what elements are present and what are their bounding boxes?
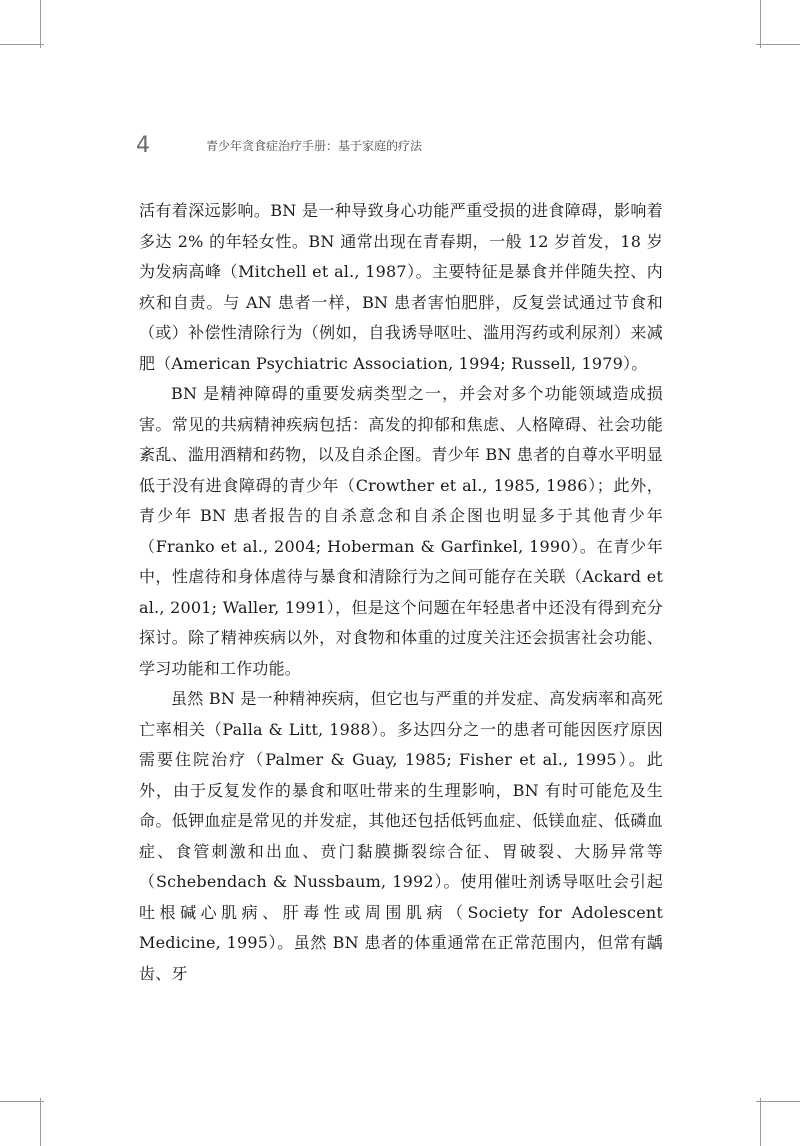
running-head: 青少年贪食症治疗手册：基于家庭的疗法 bbox=[206, 139, 423, 153]
paragraph-1: 活有着深远影响。BN 是一种导致身心功能严重受损的进食障碍，影响着多达 2% 的年轻女性。BN 通常出现在青春期，一般 12 岁首发，18 岁为发病高峰（Mitchell et al., 1987）。主要特征是暴食并伴随失控、内疚和自责。与 AN 患者一样，BN 患者害怕肥胖，反复尝试通过节食和（或）补偿性清除行为（例如，自我诱导呕吐、滥用泻药或利尿剂）来减肥（American Psychiatric Association, 1994; Russell, 1979）。 bbox=[139, 201, 663, 373]
crop-mark bbox=[40, 1098, 41, 1146]
crop-mark bbox=[0, 44, 44, 45]
page-number: 4 bbox=[136, 133, 150, 158]
page-header bbox=[136, 132, 656, 164]
paragraph-3: 虽然 BN 是一种精神疾病，但它也与严重的并发症、高发病率和高死亡率相关（Palla & Litt, 1988）。多达四分之一的患者可能因医疗原因需要住院治疗（Palmer & Guay, 1985; Fisher et al., 1995）。此外，由于反复发作的暴食和呕吐带来的生理影响，BN 有时可能危及生命。低钾血症是常见的并发症，其他还包括低钙血症、低镁血症、低磷血症、食管刺激和出血、贲门黏膜撕裂综合征、胃破裂、大肠异常等（Schebendach & Nussbaum, 1992）。使用催吐剂诱导呕吐会引起吐根碱心肌病、肝毒性或周围肌病（Society for Adolescent Medicine, 1995）。虽然 BN 患者的体重通常在正常范围内，但常有龋齿、牙 bbox=[139, 689, 663, 983]
crop-mark bbox=[40, 0, 41, 48]
crop-mark bbox=[0, 1101, 44, 1102]
paragraph-2: BN 是精神障碍的重要发病类型之一，并会对多个功能领域造成损害。常见的共病精神疾病包括：高发的抑郁和焦虑、人格障碍、社会功能紊乱、滥用酒精和药物，以及自杀企图。青少年 BN 患者的自尊水平明显低于没有进食障碍的青少年（Crowther et al., 1985, 1986）；此外，青少年 BN 患者报告的自杀意念和自杀企图也明显多于其他青少年（Franko et al., 2004; Hoberman & Garfinkel, 1990）。在青少年中，性虐待和身体虐待与暴食和清除行为之间可能存在关联（Ackard et al., 2001; Waller, 1991），但是这个问题在年轻患者中还没有得到充分探讨。除了精神疾病以外，对食物和体重的过度关注还会损害社会功能、学习功能和工作功能。 bbox=[139, 384, 663, 678]
crop-mark bbox=[760, 0, 761, 48]
body-text bbox=[139, 196, 663, 989]
crop-mark bbox=[756, 44, 800, 45]
crop-mark bbox=[756, 1101, 800, 1102]
crop-mark bbox=[760, 1098, 761, 1146]
